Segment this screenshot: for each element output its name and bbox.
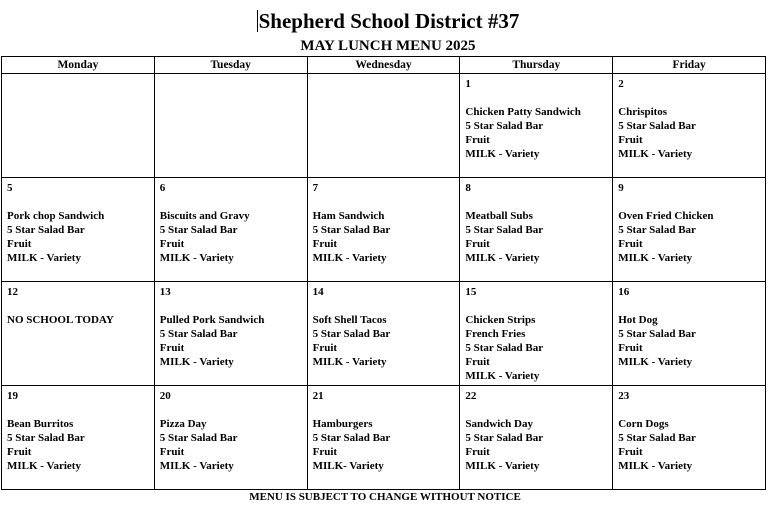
day-number: 5	[7, 182, 13, 194]
weekday-header-tuesday: Tuesday	[154, 57, 307, 74]
menu-item: Fruit	[618, 342, 643, 354]
day-number: 21	[312, 390, 324, 402]
day-menu	[613, 282, 765, 369]
calendar-day-cell	[154, 386, 307, 490]
day-number: 7	[312, 182, 319, 194]
menu-item: Fruit	[159, 342, 185, 354]
calendar-week-row	[2, 282, 766, 386]
menu-item: Meatball Subs	[465, 210, 533, 222]
day-menu	[2, 386, 154, 473]
menu-item: MILK - Variety	[312, 252, 387, 264]
day-number: 15	[465, 286, 477, 298]
menu-disclaimer: MENU IS SUBJECT TO CHANGE WITHOUT NOTICE	[249, 491, 521, 503]
lunch-menu-calendar	[1, 56, 766, 490]
calendar-week-row	[2, 178, 766, 282]
menu-item: Fruit	[465, 356, 490, 368]
day-menu	[460, 282, 612, 383]
menu-item: Chicken Patty Sandwich	[465, 106, 581, 118]
day-number: 12	[7, 286, 18, 298]
menu-item: MILK - Variety	[618, 460, 693, 472]
menu-item: Fruit	[312, 342, 338, 354]
calendar-week-row	[2, 74, 766, 178]
document-title	[0, 8, 776, 34]
day-menu	[613, 178, 765, 265]
spacer	[618, 91, 765, 105]
menu-item: Biscuits and Gravy	[159, 210, 250, 222]
calendar-day-cell	[2, 386, 155, 490]
day-menu	[308, 282, 460, 369]
spacer	[465, 299, 612, 313]
day-number: 14	[312, 286, 324, 298]
spacer	[618, 195, 765, 209]
menu-item: Ham Sandwich	[312, 210, 385, 222]
calendar-day-cell	[307, 74, 460, 178]
menu-item: MILK - Variety	[465, 460, 540, 472]
menu-item: Fruit	[618, 134, 643, 146]
calendar-day-cell	[460, 74, 613, 178]
menu-item: Fruit	[7, 238, 32, 250]
menu-item: MILK - Variety	[618, 148, 693, 160]
day-number: 9	[618, 182, 624, 194]
menu-item: Fruit	[312, 446, 338, 458]
day-menu	[308, 178, 460, 265]
menu-item: Chrispitos	[618, 106, 668, 118]
day-number: 23	[618, 390, 630, 402]
day-menu	[613, 74, 765, 161]
weekday-header-friday: Friday	[613, 57, 766, 74]
spacer	[465, 195, 612, 209]
menu-item: Pizza Day	[159, 418, 207, 430]
calendar-day-cell	[154, 178, 307, 282]
menu-item: 5 Star Salad Bar	[465, 432, 544, 444]
calendar-week-row	[2, 386, 766, 490]
day-menu	[460, 178, 612, 265]
spacer	[465, 91, 612, 105]
calendar-day-cell	[460, 386, 613, 490]
menu-item: Fruit	[465, 134, 490, 146]
spacer	[465, 403, 612, 417]
text-cursor	[257, 10, 258, 32]
calendar-day-cell	[460, 282, 613, 386]
spacer	[618, 299, 765, 313]
menu-item: MILK- Variety	[312, 460, 384, 472]
calendar-day-cell	[307, 178, 460, 282]
menu-item: Fruit	[7, 446, 32, 458]
menu-item: Chicken Strips	[465, 314, 536, 326]
calendar-day-cell	[613, 282, 766, 386]
menu-item: MILK - Variety	[618, 252, 693, 264]
menu-item: Fruit	[465, 446, 490, 458]
weekday-header-monday: Monday	[2, 57, 155, 74]
menu-item: Fruit	[312, 238, 338, 250]
menu-item: Fruit	[159, 446, 185, 458]
menu-item: 5 Star Salad Bar	[465, 120, 544, 132]
menu-item: 5 Star Salad Bar	[159, 224, 238, 236]
menu-item: Pulled Pork Sandwich	[159, 314, 265, 326]
calendar-day-cell	[307, 282, 460, 386]
menu-item: 5 Star Salad Bar	[312, 328, 391, 340]
menu-item: 5 Star Salad Bar	[618, 224, 696, 236]
menu-item: 5 Star Salad Bar	[312, 432, 391, 444]
day-menu	[460, 386, 612, 473]
menu-item: MILK - Variety	[159, 460, 234, 472]
day-menu	[155, 386, 307, 473]
calendar-body	[2, 74, 766, 490]
calendar-day-cell	[613, 74, 766, 178]
menu-item: French Fries	[465, 328, 526, 340]
menu-item: Fruit	[159, 238, 185, 250]
calendar-day-cell	[460, 178, 613, 282]
menu-item: MILK - Variety	[7, 460, 81, 472]
menu-item: Fruit	[618, 238, 643, 250]
day-menu	[308, 386, 460, 473]
menu-item: Sandwich Day	[465, 418, 533, 430]
menu-item: Oven Fried Chicken	[618, 210, 714, 222]
day-menu	[460, 74, 612, 161]
menu-item: 5 Star Salad Bar	[159, 328, 238, 340]
spacer	[7, 195, 154, 209]
menu-item: Fruit	[465, 238, 490, 250]
spacer	[7, 299, 154, 313]
spacer	[160, 403, 307, 417]
calendar-day-cell	[2, 178, 155, 282]
calendar-day-cell	[613, 178, 766, 282]
menu-item: 5 Star Salad Bar	[159, 432, 238, 444]
menu-item: 5 Star Salad Bar	[618, 120, 696, 132]
menu-item: Hamburgers	[312, 418, 373, 430]
menu-item: 5 Star Salad Bar	[465, 342, 544, 354]
calendar-day-cell	[307, 386, 460, 490]
day-menu	[155, 282, 307, 369]
menu-item: 5 Star Salad Bar	[465, 224, 544, 236]
menu-subtitle: MAY LUNCH MENU 2025	[300, 38, 476, 54]
calendar-day-cell	[154, 74, 307, 178]
day-menu	[2, 178, 154, 265]
day-number: 6	[159, 182, 166, 194]
spacer	[313, 403, 460, 417]
calendar-day-cell	[613, 386, 766, 490]
day-menu	[155, 178, 307, 265]
calendar-day-cell	[2, 282, 155, 386]
weekday-header-thursday: Thursday	[460, 57, 613, 74]
spacer	[7, 403, 154, 417]
day-number: 22	[465, 390, 477, 402]
menu-item: MILK - Variety	[618, 356, 693, 368]
menu-item: Pork chop Sandwich	[7, 210, 105, 222]
menu-item: MILK - Variety	[159, 356, 234, 368]
day-number: 13	[159, 286, 171, 298]
day-menu	[613, 386, 765, 473]
menu-item: Corn Dogs	[618, 418, 669, 430]
menu-item: MILK - Variety	[7, 252, 81, 264]
spacer	[313, 195, 460, 209]
day-number: 1	[465, 78, 471, 90]
menu-item: 5 Star Salad Bar	[618, 328, 696, 340]
menu-item: MILK - Variety	[465, 370, 540, 382]
menu-item: Bean Burritos	[7, 418, 74, 430]
calendar-day-cell	[154, 282, 307, 386]
day-number: 2	[618, 78, 624, 90]
weekday-header-wednesday: Wednesday	[307, 57, 460, 74]
menu-item: Soft Shell Tacos	[312, 314, 387, 326]
menu-item: MILK - Variety	[312, 356, 387, 368]
menu-item: 5 Star Salad Bar	[7, 224, 85, 236]
menu-item: MILK - Variety	[159, 252, 234, 264]
spacer	[313, 299, 460, 313]
spacer	[618, 403, 765, 417]
document-title-text: Shepherd School District #37	[258, 9, 520, 33]
menu-item: 5 Star Salad Bar	[618, 432, 696, 444]
day-number: 16	[618, 286, 630, 298]
day-number: 19	[7, 390, 18, 402]
day-number: 8	[465, 182, 471, 194]
menu-item: MILK - Variety	[465, 252, 540, 264]
menu-item: Hot Dog	[618, 314, 658, 326]
menu-item: MILK - Variety	[465, 148, 540, 160]
spacer	[160, 195, 307, 209]
day-number: 20	[159, 390, 171, 402]
menu-item: Fruit	[618, 446, 643, 458]
weekday-header-row	[2, 57, 766, 74]
spacer	[160, 299, 307, 313]
menu-item: 5 Star Salad Bar	[312, 224, 391, 236]
menu-item: NO SCHOOL TODAY	[7, 314, 114, 326]
calendar-day-cell	[2, 74, 155, 178]
menu-item: 5 Star Salad Bar	[7, 432, 85, 444]
day-menu	[2, 282, 154, 327]
